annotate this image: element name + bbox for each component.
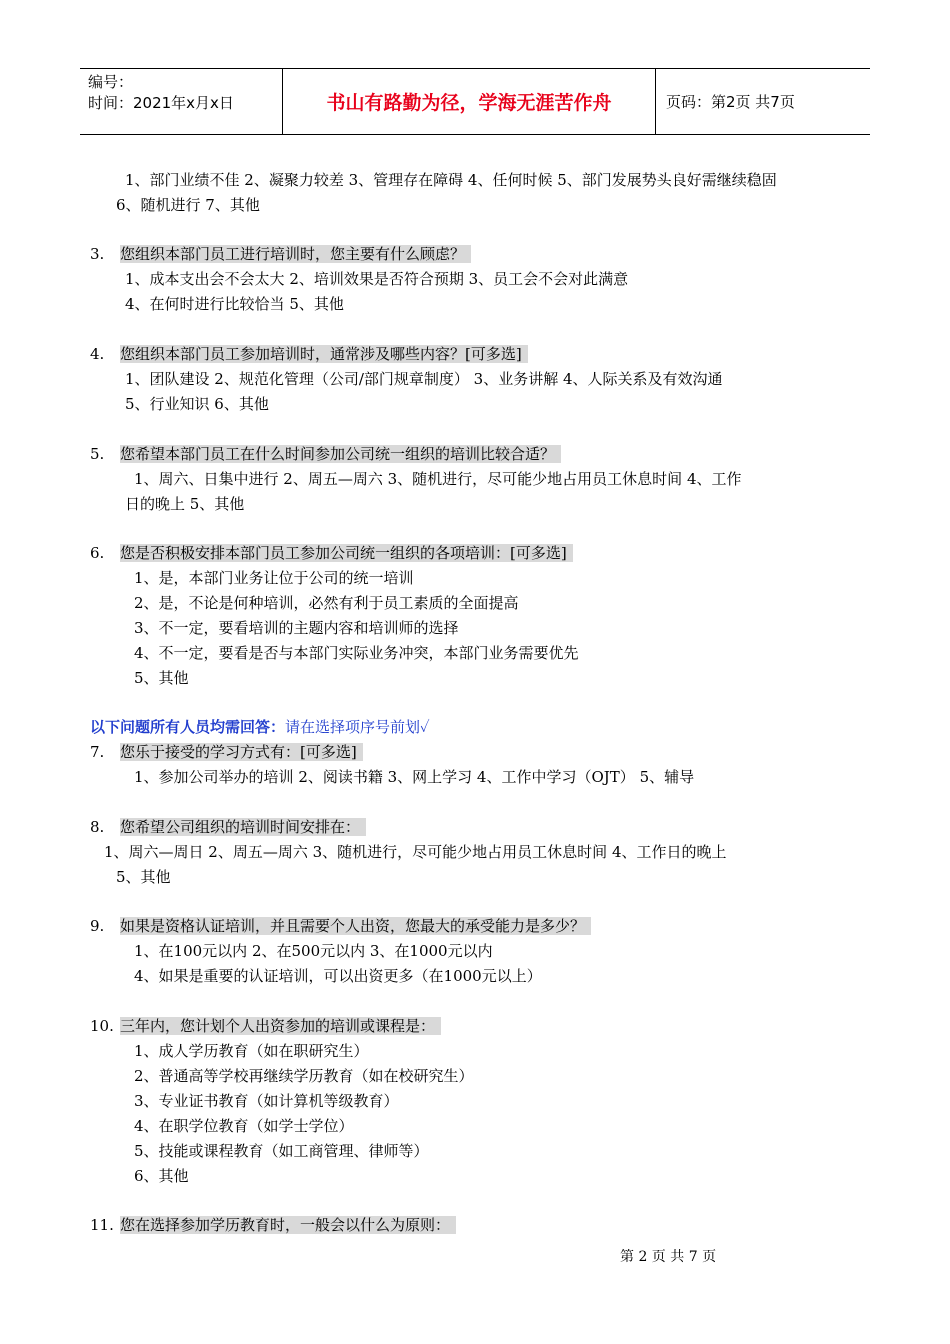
header-page-label: 页码：第2页 共7页 (666, 93, 795, 111)
option-line: 1、在100元以内 2、在500元以内 3、在1000元以内 (134, 942, 493, 960)
question-text: 您希望本部门员工在什么时间参加公司统一组织的培训比较合适？ (120, 445, 561, 463)
question-number: 9. (90, 917, 105, 935)
intro-option-line: 1、部门业绩不佳 2、凝聚力较差 3、管理存在障碍 4、任何时候 5、部门发展势头良好需继续稳固 (125, 171, 777, 189)
question-text: 您组织本部门员工参加培训时，通常涉及哪些内容？[可多选] (120, 345, 528, 363)
option-line: 日的晚上 5、其他 (125, 495, 245, 513)
question-5 (90, 443, 561, 465)
option-line: 4、在职学位教育（如学士学位） (134, 1117, 354, 1135)
question-number: 11. (90, 1216, 114, 1234)
option-line: 1、成人学历教育（如在职研究生） (134, 1042, 369, 1060)
question-number: 8. (90, 818, 105, 836)
question-text: 您乐于接受的学习方式有：[可多选] (120, 743, 363, 761)
question-text: 您希望公司组织的培训时间安排在： (120, 818, 366, 836)
header-time-label: 时间：2021年x月x日 (88, 94, 234, 112)
option-line: 5、其他 (116, 868, 171, 886)
question-9 (90, 915, 591, 937)
option-line: 1、成本支出会不会太大 2、培训效果是否符合预期 3、员工会不会对此满意 (125, 270, 629, 288)
option-line: 4、不一定，要看是否与本部门实际业务冲突，本部门业务需要优先 (134, 644, 579, 662)
question-text: 您在选择参加学历教育时，一般会以什么为原则： (120, 1216, 456, 1234)
option-line: 3、专业证书教育（如计算机等级教育） (134, 1092, 399, 1110)
option-line: 2、普通高等学校再继续学历教育（如在校研究生） (134, 1067, 474, 1085)
question-text: 您是否积极安排本部门员工参加公司统一组织的各项培训：[可多选] (120, 544, 573, 562)
option-line: 5、其他 (134, 669, 189, 687)
option-line: 1、周六—周日 2、周五—周六 3、随机进行，尽可能少地占用员工休息时间 4、工作日的晚上 (104, 843, 727, 861)
question-number: 10. (90, 1017, 114, 1035)
option-line: 5、行业知识 6、其他 (125, 395, 269, 413)
page-header (80, 68, 870, 135)
question-6 (90, 542, 573, 564)
header-slogan: 书山有路勤为径，学海无涯苦作舟 (283, 69, 656, 134)
option-line: 1、团队建设 2、规范化管理（公司/部门规章制度） 3、业务讲解 4、人际关系及有效沟通 (125, 370, 723, 388)
option-line: 2、是，不论是何种培训，必然有利于员工素质的全面提高 (134, 594, 519, 612)
question-7 (90, 741, 363, 763)
question-text: 如果是资格认证培训，并且需要个人出资，您最大的承受能力是多少？ (120, 917, 591, 935)
question-number: 7. (90, 743, 105, 761)
option-line: 4、在何时进行比较恰当 5、其他 (125, 295, 344, 313)
intro-option-line: 6、随机进行 7、其他 (116, 196, 260, 214)
question-text: 三年内，您计划个人出资参加的培训或课程是： (120, 1017, 441, 1035)
question-text: 您组织本部门员工进行培训时，您主要有什么顾虑？ (120, 245, 471, 263)
section-note-text: 请在选择项序号前划✓ (285, 718, 430, 736)
question-8 (90, 816, 366, 838)
question-number: 4. (90, 345, 105, 363)
question-number: 5. (90, 445, 105, 463)
option-line: 1、参加公司举办的培训 2、阅读书籍 3、网上学习 4、工作中学习（OJT） 5、辅导 (134, 768, 695, 786)
question-number: 3. (90, 245, 105, 263)
question-11 (90, 1214, 456, 1236)
option-line: 4、如果是重要的认证培训，可以出资更多（在1000元以上） (134, 967, 542, 985)
question-10 (90, 1015, 441, 1037)
option-line: 5、技能或课程教育（如工商管理、律师等） (134, 1142, 429, 1160)
option-line: 3、不一定，要看培训的主题内容和培训师的选择 (134, 619, 459, 637)
page-footer: 第 2 页 共 7 页 (620, 1249, 717, 1265)
question-number: 6. (90, 544, 105, 562)
option-line: 6、其他 (134, 1167, 189, 1185)
section-note (90, 716, 430, 738)
question-3 (90, 243, 471, 265)
header-number-label: 编号： (88, 73, 134, 91)
section-note-bold: 以下问题所有人员均需回答： (90, 718, 286, 736)
option-line: 1、是，本部门业务让位于公司的统一培训 (134, 569, 414, 587)
question-4 (90, 343, 528, 365)
option-line: 1、周六、日集中进行 2、周五—周六 3、随机进行，尽可能少地占用员工休息时间 4、工作 (134, 470, 742, 488)
header-meta (80, 69, 283, 134)
